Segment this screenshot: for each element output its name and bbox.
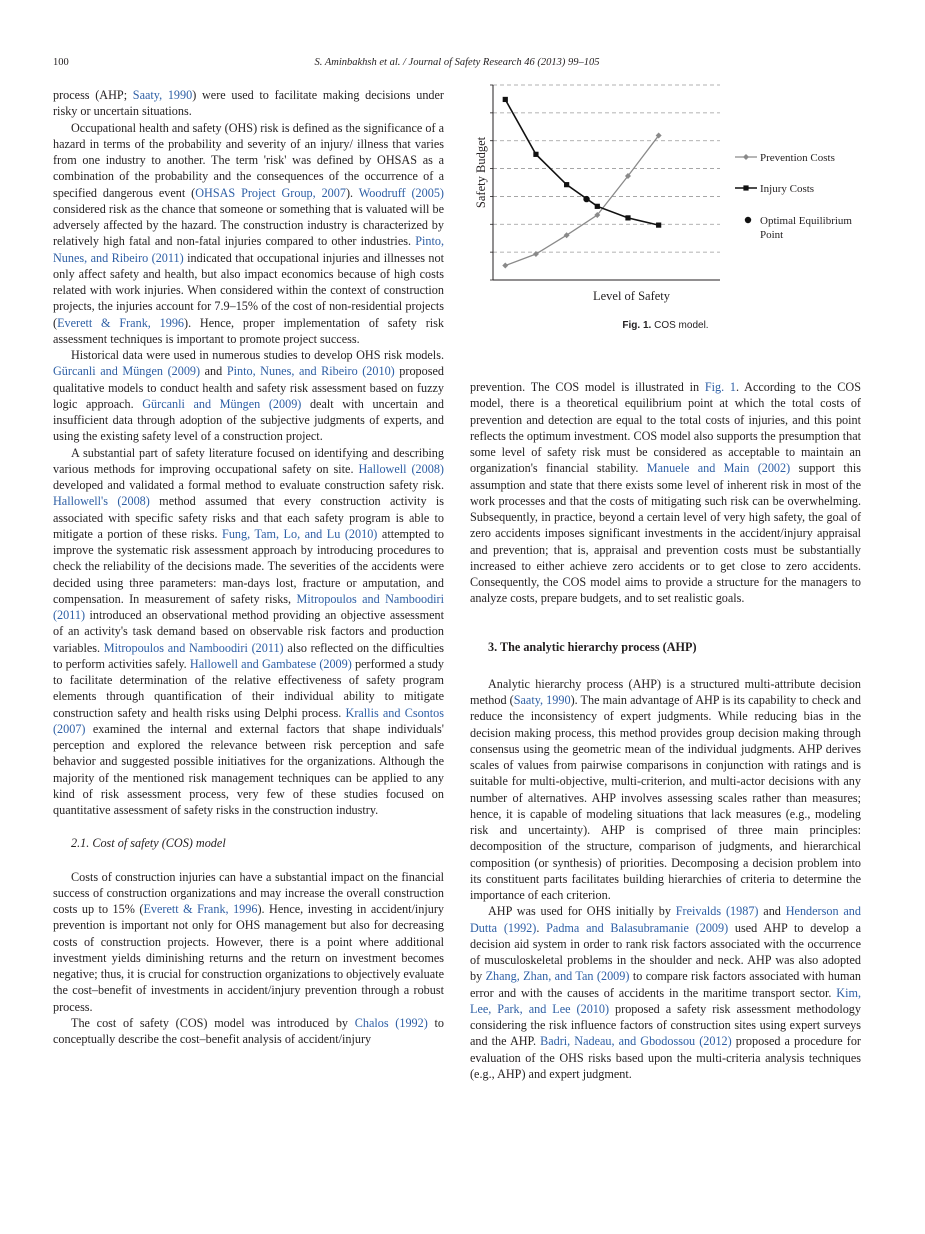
prevention-costs-line	[505, 136, 658, 266]
text-run: Occupational health and safety (OHS) risk is defined as the significance of a hazard in terms of the probability and severity of an injury/ illness that varies from one industry to another. The term 'risk' was defined by OHSAS as a combination of the probability and the consequences of the occurrence of a specified dangerous event (	[53, 120, 444, 200]
paragraph	[470, 903, 861, 1082]
citation-link[interactable]: Padma and Balasubramanie (2009)	[546, 920, 729, 935]
text-run: developed and validated a formal method to evaluate construction safety risk.	[53, 478, 444, 492]
text-run: AHP was used for OHS initially by	[488, 904, 676, 919]
text-run: ) were used to facilitate making decisions under risky or uncertain situations.	[53, 88, 444, 119]
text-run: .	[536, 920, 547, 935]
subsection-heading: 2.1. Cost of safety (COS) model	[71, 836, 226, 851]
text-run: ). Hence, proper implementation of safety risk assessment techniques is important to promote project success.	[53, 315, 444, 346]
citation-link[interactable]: Gürcanli and Müngen (2009)	[142, 396, 302, 411]
text-run: indicated that occupational injuries and illnesses not only affect safety and health, but also impact economics because of high costs related with work injuries. When considered within the context of construction projects, the injuries account for 7.9–15% of the cost of non-residential projects (	[53, 250, 444, 330]
paragraph	[53, 87, 444, 120]
y-axis-label: Safety Budget	[474, 136, 488, 209]
legend-marker-prevention	[743, 154, 749, 160]
citation-link[interactable]: Kim, Lee, Park, and Lee (2010)	[470, 985, 861, 1016]
citation-link[interactable]: Badri, Nadeau, and Gbodossou (2012)	[540, 1034, 732, 1049]
running-title: S. Aminbakhsh et al. / Journal of Safety Research 46 (2013) 99–105	[314, 57, 600, 68]
citation-link[interactable]: Woodruff (2005)	[358, 185, 444, 200]
legend-marker-equilibrium	[745, 217, 751, 223]
running-header	[53, 57, 861, 71]
figure-cos-model	[470, 80, 861, 340]
equilibrium-point	[583, 196, 589, 202]
left-column	[53, 87, 444, 1047]
text-run: also reflected on the difficulties to perform activities safely.	[53, 640, 444, 671]
citation-link[interactable]: Mitropoulos and Namboodiri (2011)	[103, 640, 284, 655]
chart-svg	[470, 80, 861, 310]
text-run: support this assumption and state that there exists some level of inherent risk in most of the work processes and that the costs of mitigating such risk can be overwhelming. Subsequently, in practice, beyond a certain level of very high safety, the goal of zero accidents imposes significant investments in the accident/injury appraisal and prevention; that is, appraisal and prevention costs must be substantially increased to either achieve zero accidents or to get close to zero accidents. Consequently, the COS model aims to provide a structure for the managers to analyze costs, prepare budgets, and to set realistic goals.	[470, 461, 861, 606]
citation-link[interactable]: Hallowell's (2008)	[53, 494, 150, 509]
citation-link[interactable]: Everett & Frank, 1996	[57, 315, 185, 330]
citation-link[interactable]: Fung, Tam, Lo, and Lu (2010)	[222, 526, 378, 541]
text-run: ). Hence, investing in accident/injury prevention is important not only for OHS management but also for decreasing costs of construction projects. However, there is a point where additional investment yields diminishing returns and the return on investment becomes negative; thus, it is crucial for construction organizations to objectively evaluate the cost–benefit of investments in accident/injury prevention through a robust process.	[53, 902, 444, 1014]
citation-link[interactable]: Henderson and Dutta (1992)	[470, 904, 861, 935]
citation-link[interactable]: Krallis and Csontos (2007)	[53, 705, 444, 736]
text-run: method assumed that every construction activity is associated with specific safety risks and that each safety program is able to mitigate a portion of these risks.	[53, 494, 445, 541]
injury-costs-line	[505, 99, 658, 225]
paragraph	[53, 445, 444, 819]
text-run: proposed a safety risk assessment methodology considering the risk influence factors of construction sites using expert surveys and the AHP.	[470, 1001, 861, 1049]
citation-link[interactable]: Freivalds (1987)	[675, 904, 759, 919]
caption-label: Fig. 1.	[622, 320, 652, 331]
injury-costs-point	[503, 97, 508, 102]
section-heading: 3. The analytic hierarchy process (AHP)	[488, 639, 697, 654]
citation-link[interactable]: Zhang, Zhan, and Tan (2009)	[485, 969, 630, 984]
text-run: Historical data were used in numerous studies to develop OHS risk models.	[71, 348, 444, 362]
paragraph	[53, 1015, 444, 1048]
text-run: . According to the COS model, there is a theoretical equilibrium point at which the total costs of prevention and detection are equal to the total costs of injuries, and this point reflects the optimum investment. COS model also supports the presumption that some level of safety risk must be considered as acceptable to maintain an organization's financial stability.	[470, 380, 861, 476]
figure-caption	[470, 320, 861, 331]
citation-link[interactable]: OHSAS Project Group, 2007	[195, 185, 346, 200]
text-run: Costs of construction injuries can have a substantial impact on the financial success of construction organizations and may increase the overall construction costs up to 15% (	[53, 869, 444, 916]
legend-label: Optimal Equilibrium Point	[760, 215, 852, 241]
text-run: examined the internal and external factors that shape individuals' perception and explored the relevance between risk perception and safe behavior and suggested possible initiatives for the organizations. Although the majority of the mentioned risk management techniques can be applied to any kind of risk assessment process, very few of these studies focused on quantitative assessment of safety risks in the construction industry.	[53, 721, 444, 817]
paragraph	[470, 379, 861, 607]
text-run: to compare risk factors associated with human error and with the causes of accidents in the maritime transport sector.	[470, 969, 861, 1000]
citation-link[interactable]: Saaty, 1990	[513, 693, 571, 707]
text-run: ). The main advantage of AHP is its capability to check and reduce the inconsistency of expert judgments. While reducing bias in the decision making process, this method provides group decision making through consensus using the geometric mean of the individual judgments. AHP derives scales of values from pairwise comparisons in conjunction with ratings and is suitable for multi-objective, multi-criterion, and multi-actor decisions with any number of alternatives. AHP involves assessing scales rather than measures; hence, it is capable of modeling situations that lack measures (e.g., modeling risk and uncertainty). AHP is comprised of three main principles: decomposition of the structure, comparison of judgments, and hierarchical composition (or synthesis) of priorities. Decomposing a decision problem into its constituent parts facilitates building hierarchies of criteria to determine the importance of each criterion.	[470, 693, 861, 902]
text-run: ).	[345, 185, 359, 200]
text-run: used AHP to develop a decision aid system in order to rank risk factors associated with the occurrence of musculoskeletal problems in the shoulder and neck. AHP was also adopted by	[470, 920, 861, 984]
paragraph	[470, 676, 861, 904]
citation-link[interactable]: Pinto, Nunes, and Ribeiro (2011)	[53, 234, 444, 265]
page-number: 100	[53, 57, 69, 68]
caption-text: COS model.	[654, 320, 709, 331]
injury-costs-point	[625, 215, 630, 220]
text-run: proposed qualitative models to conduct health and safety risk assessment based on fuzzy logic approach.	[53, 364, 444, 411]
text-run: performed a study to facilitate determination of the relative effectiveness of safety program elements through quantification of their individual ability to mitigate construction safety and health risks using Delphi process.	[53, 656, 444, 720]
text-run: introduced an observational method providing an objective assessment of an activity's task demand based on observable risk factors and production variables.	[53, 608, 444, 655]
citation-link[interactable]: Everett & Frank, 1996	[143, 902, 258, 916]
citation-link[interactable]: Mitropoulos and Namboodiri (2011)	[53, 591, 445, 622]
text-run: proposed a procedure for evaluation of the OHS risks based upon the multi-criteria analysis techniques (e.g., AHP) and expert judgment.	[470, 1034, 861, 1081]
citation-link[interactable]: Pinto, Nunes, and Ribeiro (2010)	[226, 364, 395, 379]
paragraph	[53, 869, 444, 1015]
text-run: Analytic hierarchy process (AHP) is a structured multi-attribute decision method (	[470, 676, 861, 707]
paragraph	[53, 347, 444, 445]
text-run: and	[200, 364, 227, 379]
citation-link[interactable]: Saaty, 1990	[132, 88, 193, 102]
legend-label: Prevention Costs	[760, 152, 835, 164]
text-run: and	[758, 904, 786, 919]
x-axis-label: Level of Safety	[592, 289, 671, 303]
text-run: considered risk as the chance that someone or something that is valuated will be adversely affected by the hazard. The construction industry is characterized by relatively high fatal and non-fatal injuries compared to other industries.	[53, 201, 444, 249]
citation-link[interactable]: Fig. 1	[704, 380, 736, 394]
text-run: A substantial part of safety literature focused on identifying and describing various methods for improving occupational safety on site.	[53, 445, 444, 476]
legend-label: Injury Costs	[760, 183, 815, 195]
citation-link[interactable]: Hallowell and Gambatese (2009)	[189, 656, 352, 671]
right-column	[470, 379, 861, 1082]
injury-costs-point	[656, 223, 661, 228]
text-run: process (AHP;	[53, 88, 133, 102]
text-run: to conceptually describe the cost–benefit analysis of accident/injury	[53, 1015, 444, 1046]
citation-link[interactable]: Gürcanli and Müngen (2009)	[53, 364, 201, 379]
text-run: dealt with uncertain and insufficient data through adoption of the subjective judgments of experts, and using the existing safety level of a construction project.	[53, 396, 444, 444]
text-run: prevention. The COS model is illustrated in	[470, 380, 705, 394]
legend-marker-injury	[743, 185, 748, 190]
injury-costs-point	[564, 182, 569, 187]
text-run: The cost of safety (COS) model was introduced by	[71, 1015, 355, 1030]
citation-link[interactable]: Chalos (1992)	[354, 1015, 428, 1030]
injury-costs-point	[533, 152, 538, 157]
prevention-costs-point	[502, 263, 508, 269]
citation-link[interactable]: Manuele and Main (2002)	[646, 461, 791, 476]
citation-link[interactable]: Hallowell (2008)	[358, 461, 444, 476]
injury-costs-point	[595, 204, 600, 209]
text-run: attempted to improve the systematic risk assessment approach by introducing procedures to check the reliability of the decisions made. The severities of the accidents were decided using three parameters: man-days lost, fracture or amputation, and compensation. In measurement of safety risks,	[53, 526, 444, 606]
paragraph	[53, 120, 444, 348]
